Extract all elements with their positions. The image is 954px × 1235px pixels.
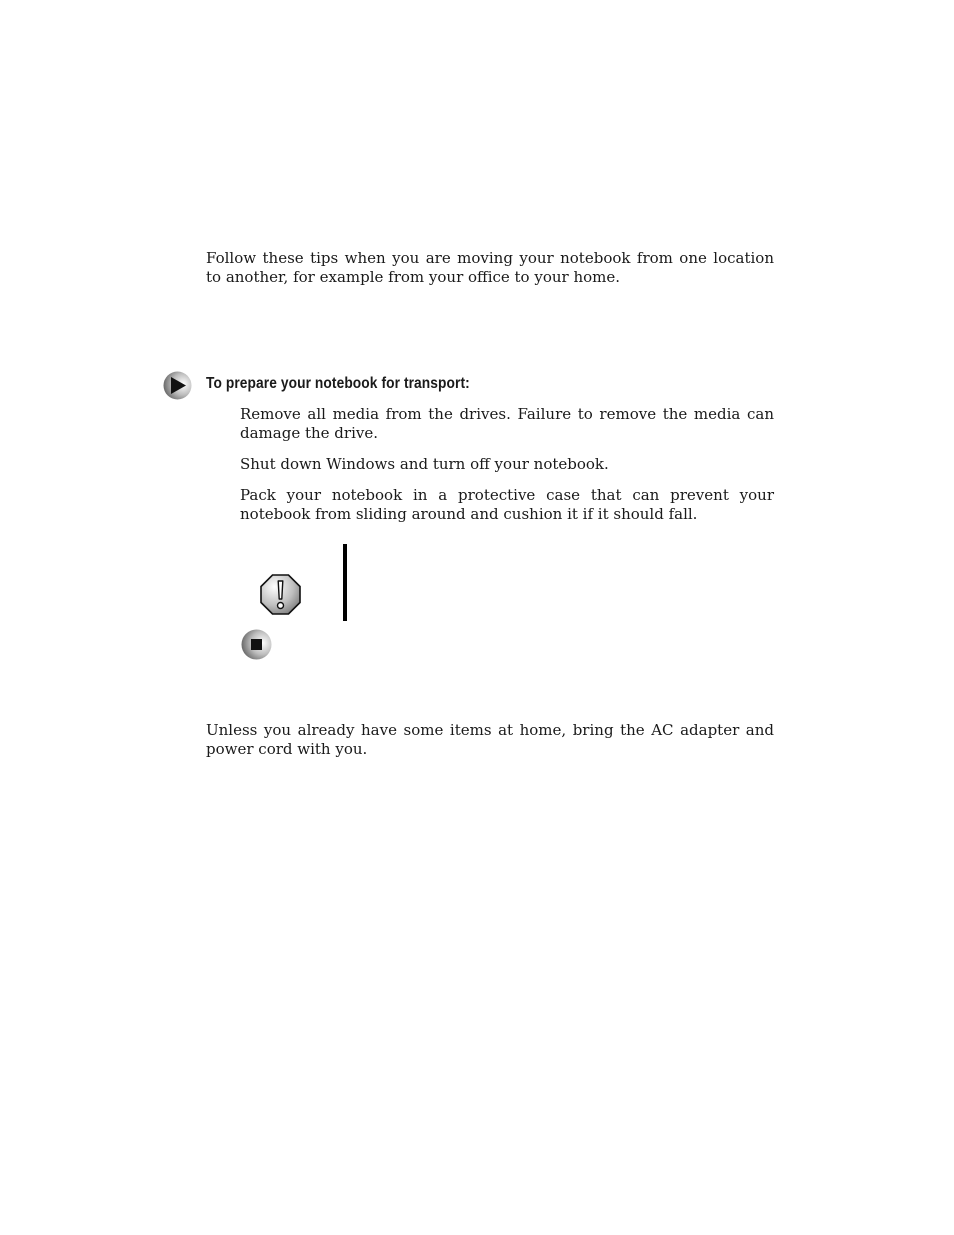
intro-paragraph: Follow these tips when you are moving your notebook from one location to another, for example from your office to your home. <box>206 249 774 286</box>
procedure-step-2: Shut down Windows and turn off your notebook. <box>240 455 609 473</box>
outro-paragraph: Unless you already have some items at home, bring the AC adapter and power cord with you. <box>206 721 774 758</box>
procedure-step-3: Pack your notebook in a protective case that can prevent your notebook from sliding around and cushion it if it should fall. <box>240 486 774 523</box>
warning-divider <box>343 544 347 621</box>
procedure-step-1: Remove all media from the drives. Failure to remove the media can damage the drive. <box>240 405 774 442</box>
warning-stop-sign-icon <box>259 573 302 616</box>
procedure-arrow-icon <box>163 371 192 400</box>
procedure-heading: To prepare your notebook for transport: <box>206 375 470 392</box>
stop-square-icon <box>241 629 272 660</box>
